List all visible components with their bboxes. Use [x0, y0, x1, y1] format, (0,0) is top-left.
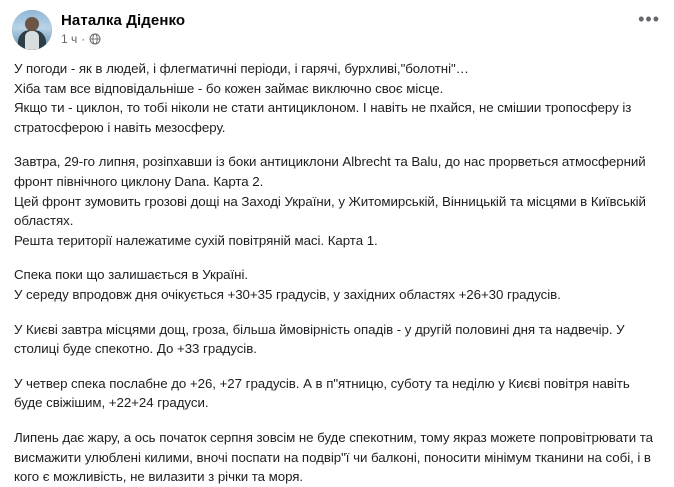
post-paragraph: Цей фронт зумовить грозові дощі на Заході України, у Житомирській, Вінницькій та місцями в Київській областях. — [14, 193, 646, 229]
post-paragraph: У погоди - як в людей, і флегматичні періоди, і гарячі, бурхливі,"болотні"… — [14, 61, 469, 76]
post-paragraph: У Києві завтра місцями дощ, гроза, більша ймовірність опадів - у другій половині дня та надвечір. У столиці буде спекотно. До +33 градусів. — [14, 321, 625, 357]
post-timestamp[interactable]: 1 ч — [61, 32, 78, 46]
post-header-text — [61, 10, 185, 46]
meta-separator: · — [81, 32, 86, 46]
post-paragraph: Спека поки що залишається в Україні. — [14, 267, 248, 283]
avatar-person-shirt — [25, 31, 39, 50]
post-paragraph: У середу впродовж дня очікується +30+35 градусів, у західних областях +26+30 градусів. — [14, 286, 561, 302]
post-header — [0, 0, 674, 50]
avatar-person-head — [25, 17, 39, 31]
author-name[interactable]: Наталка Діденко — [61, 12, 186, 29]
globe-icon[interactable] — [89, 33, 101, 45]
post-paragraph: Решта території належатиме сухій повітряній масі. Карта 1. — [14, 232, 378, 248]
avatar[interactable] — [12, 10, 52, 50]
post-paragraph: У четвер спека послабне до +26, +27 градусів. А в п"ятницю, суботу та неділю у Києві повітря навіть буде свіжішим, +22+24 градуси. — [14, 375, 630, 411]
post-body — [0, 50, 674, 487]
post-paragraph: Якщо ти - циклон, то тобі ніколи не стати антициклоном. І навіть не пхайся, не смішии тропосферу із стратосферою і навіть мезосферу. — [14, 100, 632, 135]
post-paragraph: Завтра, 29-го липня, розіпхавши із боки антициклони Albrecht та Balu, до нас прорветься атмосферний фронт північного циклону Dana. Карта 2. — [14, 154, 646, 189]
post-paragraph: Хіба там все відповідальніше - бо кожен займає виключно своє місце. — [14, 80, 444, 96]
ellipsis-icon[interactable]: ••• — [638, 9, 660, 29]
post-meta — [61, 32, 185, 46]
post-paragraph: Липень дає жару, а ось початок серпня зовсім не буде спекотним, тому якраз можете попровітрювати та висмажити улюблені килими, вночі поспати на подвір"ї чи балконі, поносити мінімум тканини на собі, і в кого є можливість, не вилазити з річки та моря. — [14, 429, 653, 485]
